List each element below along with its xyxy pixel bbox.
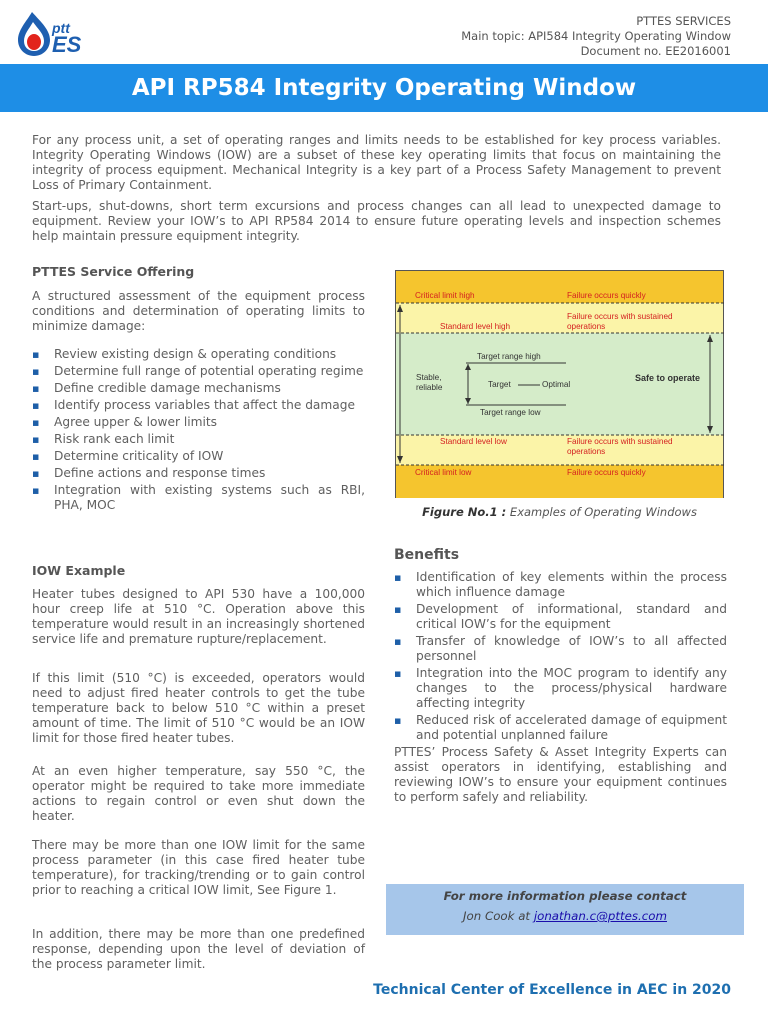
header-info bbox=[461, 14, 731, 59]
service-item: ▪ Risk rank each limit bbox=[32, 432, 365, 447]
service-item: ▪ Determine full range of potential operating regime bbox=[32, 364, 365, 379]
figure-caption bbox=[395, 505, 724, 519]
service-item: ▪ Define credible damage mechanisms bbox=[32, 381, 365, 396]
label-optimal: Optimal bbox=[542, 380, 571, 389]
contact-line bbox=[386, 909, 744, 923]
iow-paragraph-3: At an even higher temperature, say 550 °C, the operator might be required to take more immediate actions to regain control or even shut down the heater. bbox=[32, 764, 365, 823]
service-item: ▪ Agree upper & lower limits bbox=[32, 415, 365, 430]
logo-es-text: ES bbox=[52, 32, 82, 57]
footer-tagline: Technical Center of Excellence in AEC in 2020 bbox=[373, 982, 731, 998]
label-target-low: Target range low bbox=[480, 408, 541, 417]
benefit-item: ▪ Reduced risk of accelerated damage of equipment and potential unplanned failure bbox=[394, 713, 727, 743]
header-company: PTTES SERVICES bbox=[636, 14, 731, 28]
title-bar bbox=[0, 64, 768, 112]
page-title: API RP584 Integrity Operating Window bbox=[131, 75, 637, 101]
service-item: ▪ Define actions and response times bbox=[32, 466, 365, 481]
service-list bbox=[32, 347, 365, 515]
iow-paragraph-1: Heater tubes designed to API 530 have a 100,000 hour creep life at 510 °C. Operation above this temperature would result in an increasingly shortened service life and premature rupture/replacement. bbox=[32, 587, 365, 646]
label-fail-quick-high: Failure occurs quickly bbox=[567, 291, 646, 300]
service-item: ▪ Integration with existing systems such as RBI, PHA, MOC bbox=[32, 483, 365, 513]
iow-paragraph-5: In addition, there may be more than one predefined response, depending upon the level of deviation of the process parameter limit. bbox=[32, 927, 365, 971]
contact-name: Jon Cook at bbox=[463, 909, 531, 923]
company-logo bbox=[12, 8, 96, 60]
label-stable: Stable, reliable bbox=[416, 373, 443, 392]
service-item: ▪ Determine criticality of IOW bbox=[32, 449, 365, 464]
label-safe: Safe to operate bbox=[635, 373, 701, 383]
label-fail-sustained-high: Failure occurs with sustained operations bbox=[567, 312, 673, 331]
label-target: Target bbox=[488, 380, 511, 389]
label-critical-low: Critical limit low bbox=[415, 468, 472, 477]
intro-paragraph-2: Start-ups, shut-downs, short term excursions and process changes can all lead to unexpected damage to equipment. Review your IOW’s to API RP584 2014 to ensure future operating levels and inspection schemes help maintain pressure equipment integrity. bbox=[32, 199, 721, 243]
header-topic: Main topic: API584 Integrity Operating Window bbox=[461, 29, 731, 43]
label-standard-low: Standard level low bbox=[440, 437, 507, 446]
contact-email-link[interactable]: jonathan.c@pttes.com bbox=[533, 909, 667, 923]
iow-paragraph-4: There may be more than one IOW limit for the same process parameter (in this case fired heater tube temperature), for tracking/trending or to gain control prior to reaching a critical IOW limit, See Figure 1. bbox=[32, 838, 365, 897]
figure-caption-text: Examples of Operating Windows bbox=[509, 505, 697, 519]
label-fail-sustained-low: Failure occurs with sustained operations bbox=[567, 437, 673, 456]
benefits-list bbox=[394, 570, 727, 745]
benefit-item: ▪ Integration into the MOC program to identify any changes to the process/physical hardware affecting integrity bbox=[394, 666, 727, 711]
benefits-heading: Benefits bbox=[394, 547, 460, 563]
figure-label: Figure No.1 : bbox=[422, 505, 507, 519]
logo-ptt-text: ptt bbox=[52, 20, 70, 36]
service-intro: A structured assessment of the equipment process conditions and determination of operating limits to minimize damage: bbox=[32, 289, 365, 333]
benefit-item: ▪ Transfer of knowledge of IOW’s to all affected personnel bbox=[394, 634, 727, 664]
header-docno: Document no. EE2016001 bbox=[580, 44, 731, 58]
benefit-item: ▪ Development of informational, standard and critical IOW’s for the equipment bbox=[394, 602, 727, 632]
service-item: ▪ Review existing design & operating conditions bbox=[32, 347, 365, 362]
contact-box bbox=[386, 884, 744, 935]
operating-windows-diagram bbox=[395, 270, 724, 498]
label-target-high: Target range high bbox=[477, 352, 541, 361]
label-standard-high: Standard level high bbox=[440, 322, 511, 331]
intro-paragraph-1: For any process unit, a set of operating ranges and limits needs to be established for key process variables. Integrity Operating Windows (IOW) are a subset of these key operating limits that focus on maintaining the integrity of process equipment. Mechanical Integrity is a key part of a Process Safety Management to prevent Loss of Primary Containment. bbox=[32, 133, 721, 192]
contact-title: For more information please contact bbox=[443, 889, 687, 903]
benefit-item: ▪ Identification of key elements within the process which influence damage bbox=[394, 570, 727, 600]
iow-heading: IOW Example bbox=[32, 563, 126, 578]
service-item: ▪ Identify process variables that affect the damage bbox=[32, 398, 365, 413]
benefits-closing: PTTES’ Process Safety & Asset Integrity Experts can assist operators in identifying, establishing and reviewing IOW’s to ensure your equipment continues to perform safely and reliability. bbox=[394, 745, 727, 804]
iow-paragraph-2: If this limit (510 °C) is exceeded, operators would need to adjust fired heater controls to get the tube temperature back to below 510 °C within a preset amount of time. The limit of 510 °C would be an IOW limit for those fired heater tubes. bbox=[32, 671, 365, 745]
label-critical-high: Critical limit high bbox=[415, 291, 475, 300]
label-fail-quick-low: Failure occurs quickly bbox=[567, 468, 646, 477]
service-heading: PTTES Service Offering bbox=[32, 264, 195, 279]
